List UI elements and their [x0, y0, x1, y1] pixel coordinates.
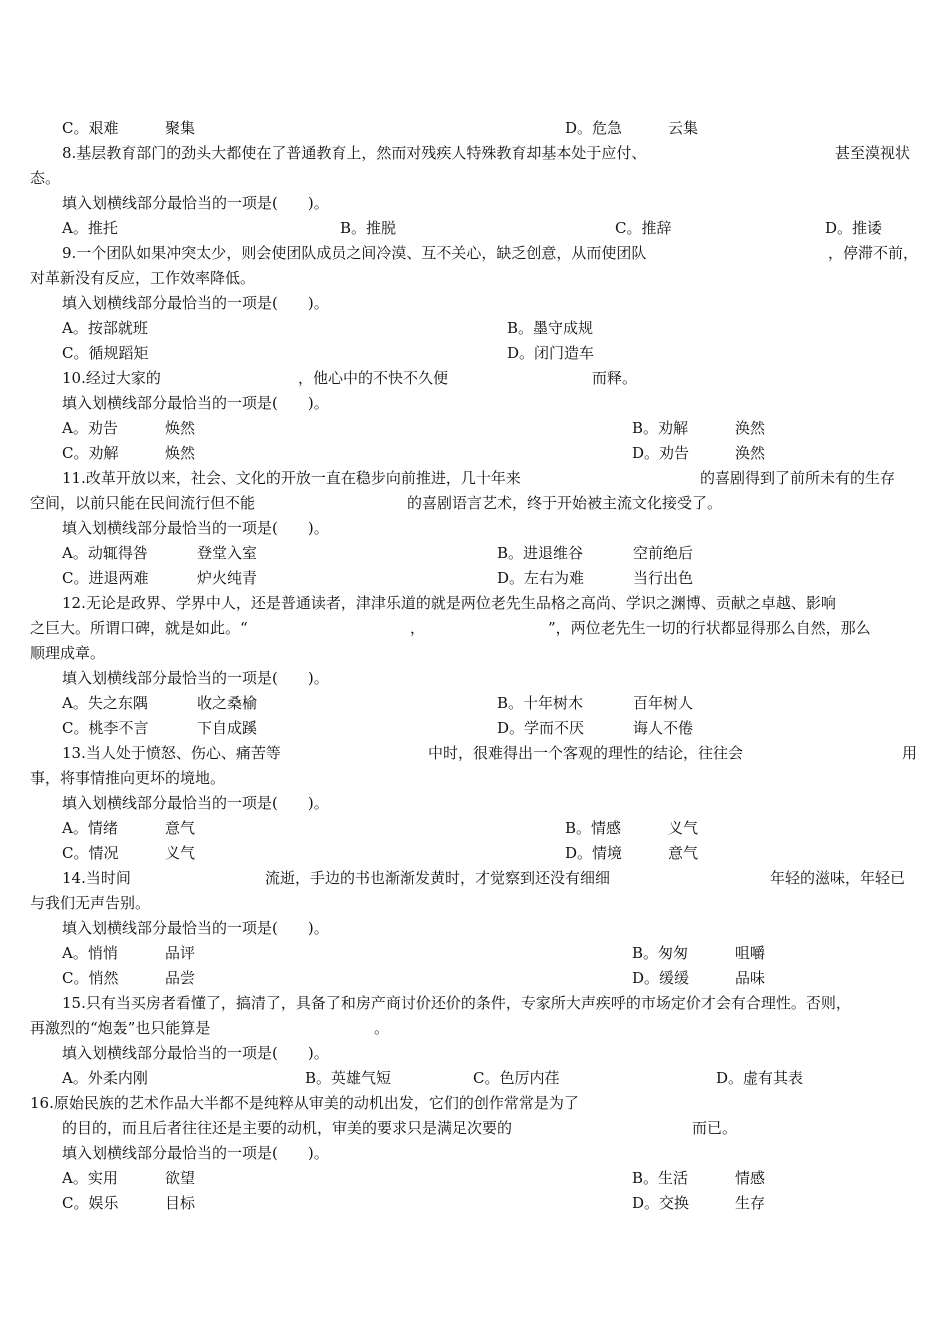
q12-stem-part1: 之巨大。所谓口碑，就是如此。“	[30, 619, 248, 637]
q8-stem-line1	[0, 143, 950, 163]
q16-option-row-ab	[0, 1168, 950, 1188]
q13-stem-line2: 事，将事情推向更坏的境地。	[30, 769, 226, 787]
q10-stem-line1	[0, 368, 950, 388]
q13-stem-part1: 13.当人处于愤怒、伤心、痛苦等	[62, 744, 281, 762]
q13-option-c-word2: 义气	[165, 844, 196, 862]
q8-option-c: C。推辞	[615, 219, 672, 237]
q11-stem-part2: 的喜剧得到了前所未有的生存	[700, 469, 896, 487]
q11-option-c-word2: 炉火纯青	[197, 569, 258, 587]
q11-stem-part1: 11.改革开放以来，社会、文化的开放一直在稳步向前推进，几十年来	[62, 469, 521, 487]
q10-option-a: A。劝告	[62, 419, 118, 437]
q7-option-c: C。艰难	[62, 119, 119, 137]
q12-stem-line2	[0, 618, 950, 638]
q16-option-a-word2: 欲望	[165, 1169, 196, 1187]
q8-option-b: B。推脱	[340, 219, 397, 237]
q10-option-c: C。劝解	[62, 444, 119, 462]
q12-stem-part3: ”，两位老先生一切的行状都显得那么自然，那么	[548, 619, 871, 637]
q14-option-c: C。悄然	[62, 969, 119, 987]
q10-option-b-word2: 涣然	[735, 419, 766, 437]
q11-option-d-word2: 当行出色	[633, 569, 694, 587]
q11-option-b: B。进退维谷	[497, 544, 584, 562]
q7-option-row-cd	[0, 118, 950, 138]
q15-option-row	[0, 1068, 950, 1088]
q10-option-row-ab	[0, 418, 950, 438]
q11-stem-part3: 空间，以前只能在民间流行但不能	[30, 494, 256, 512]
q12-option-b-word2: 百年树人	[633, 694, 694, 712]
q8-stem-part2: 甚至漠视状	[835, 144, 911, 162]
q14-stem-part1: 14.当时间	[62, 869, 131, 887]
q15-stem-part1: 再激烈的“炮轰”也只能算是	[30, 1019, 211, 1037]
q15-stem-line2	[0, 1018, 950, 1038]
q15-stem-line1: 15.只有当买房者看懂了，搞清了，具备了和房产商讨价还价的条件，专家所大声疾呼的市场定价才会有合理性。否则，	[62, 994, 851, 1012]
q10-option-d-word2: 涣然	[735, 444, 766, 462]
q14-option-b-word2: 咀嚼	[735, 944, 766, 962]
q12-option-b: B。十年树木	[497, 694, 584, 712]
q9-option-d: D。闭门造车	[507, 344, 595, 362]
q8-prompt: 填入划横线部分最恰当的一项是( )。	[62, 194, 329, 212]
q15-stem-part2: 。	[374, 1019, 390, 1037]
q16-option-c-word2: 目标	[165, 1194, 196, 1212]
q8-option-d: D。推诿	[825, 219, 883, 237]
q13-option-row-ab	[0, 818, 950, 838]
q7-option-d-word2: 云集	[668, 119, 699, 137]
q9-option-b: B。墨守成规	[507, 319, 594, 337]
q16-option-c: C。娱乐	[62, 1194, 119, 1212]
q14-option-a-word2: 品评	[165, 944, 196, 962]
q13-option-b-word2: 义气	[668, 819, 699, 837]
q10-option-a-word2: 焕然	[165, 419, 196, 437]
q14-option-c-word2: 品尝	[165, 969, 196, 987]
q9-stem-part2: ，停滞不前，	[828, 244, 919, 262]
q13-prompt: 填入划横线部分最恰当的一项是( )。	[62, 794, 329, 812]
q12-option-row-ab	[0, 693, 950, 713]
q8-option-row	[0, 218, 950, 238]
q12-option-d: D。学而不厌	[497, 719, 585, 737]
q9-option-row-ab	[0, 318, 950, 338]
q11-option-row-ab	[0, 543, 950, 563]
q15-prompt: 填入划横线部分最恰当的一项是( )。	[62, 1044, 329, 1062]
q13-option-d: D。情境	[565, 844, 623, 862]
q16-stem-line2	[0, 1118, 950, 1138]
q11-prompt: 填入划横线部分最恰当的一项是( )。	[62, 519, 329, 537]
q12-option-d-word2: 诲人不倦	[633, 719, 694, 737]
q10-option-c-word2: 焕然	[165, 444, 196, 462]
q15-option-a: A。外柔内刚	[62, 1069, 148, 1087]
q12-option-a-word2: 收之桑榆	[197, 694, 258, 712]
q10-stem-part1: 10.经过大家的	[62, 369, 161, 387]
q8-option-a: A。推托	[62, 219, 118, 237]
q12-stem-line3: 顺理成章。	[30, 644, 106, 662]
q9-option-c: C。循规蹈矩	[62, 344, 149, 362]
q13-stem-part2: 中时，很难得出一个客观的理性的结论，往往会	[428, 744, 744, 762]
q12-option-a: A。失之东隅	[62, 694, 148, 712]
q13-option-c: C。情况	[62, 844, 119, 862]
q13-stem-line1	[0, 743, 950, 763]
q16-stem-part2: 而已。	[692, 1119, 738, 1137]
q13-option-a-word2: 意气	[165, 819, 196, 837]
q16-option-b-word2: 情感	[735, 1169, 766, 1187]
q11-stem-part4: 的喜剧语言艺术，终于开始被主流文化接受了。	[407, 494, 723, 512]
q16-stem-line1: 16.原始民族的艺术作品大半都不是纯粹从审美的动机出发，它们的创作常常是为了	[30, 1094, 579, 1112]
q15-option-d: D。虚有其表	[716, 1069, 804, 1087]
q9-stem-line2: 对革新没有反应，工作效率降低。	[30, 269, 256, 287]
q10-stem-part3: 而释。	[592, 369, 638, 387]
q9-prompt: 填入划横线部分最恰当的一项是( )。	[62, 294, 329, 312]
q14-option-a: A。悄悄	[62, 944, 118, 962]
q10-prompt: 填入划横线部分最恰当的一项是( )。	[62, 394, 329, 412]
q16-stem-part1: 的目的，而且后者往往还是主要的动机，审美的要求只是满足次要的	[62, 1119, 513, 1137]
q9-option-row-cd	[0, 343, 950, 363]
q16-option-d: D。交换	[632, 1194, 690, 1212]
q15-option-b: B。英雄气短	[305, 1069, 392, 1087]
q16-option-d-word2: 生存	[735, 1194, 766, 1212]
q11-stem-line1	[0, 468, 950, 488]
q14-option-d-word2: 品味	[735, 969, 766, 987]
q10-option-b: B。劝解	[632, 419, 689, 437]
q11-option-b-word2: 空前绝后	[633, 544, 694, 562]
q16-option-row-cd	[0, 1193, 950, 1213]
q14-stem-part2: 流逝，手边的书也渐渐发黄时，才觉察到还没有细细	[265, 869, 611, 887]
q16-prompt: 填入划横线部分最恰当的一项是( )。	[62, 1144, 329, 1162]
q11-stem-line2	[0, 493, 950, 513]
q11-option-a: A。动辄得咎	[62, 544, 148, 562]
q10-option-d: D。劝告	[632, 444, 690, 462]
q11-option-d: D。左右为难	[497, 569, 585, 587]
q8-stem-line2: 态。	[30, 169, 61, 187]
q12-option-row-cd	[0, 718, 950, 738]
q10-stem-part2: ，他心中的不快不久便	[298, 369, 449, 387]
q12-option-c-word2: 下自成蹊	[197, 719, 258, 737]
q14-option-d: D。缓缓	[632, 969, 690, 987]
q9-option-a: A。按部就班	[62, 319, 148, 337]
q10-option-row-cd	[0, 443, 950, 463]
q13-option-b: B。情感	[565, 819, 622, 837]
q14-option-b: B。匆匆	[632, 944, 689, 962]
q9-stem-line1	[0, 243, 950, 263]
q11-option-a-word2: 登堂入室	[197, 544, 258, 562]
q15-option-c: C。色厉内荏	[473, 1069, 560, 1087]
q14-prompt: 填入划横线部分最恰当的一项是( )。	[62, 919, 329, 937]
q14-option-row-ab	[0, 943, 950, 963]
q14-stem-line2: 与我们无声告别。	[30, 894, 151, 912]
q13-option-d-word2: 意气	[668, 844, 699, 862]
q14-option-row-cd	[0, 968, 950, 988]
q13-option-row-cd	[0, 843, 950, 863]
q8-stem-part1: 8.基层教育部门的劲头大都使在了普通教育上，然而对残疾人特殊教育却基本处于应付、	[62, 144, 647, 162]
q12-prompt: 填入划横线部分最恰当的一项是( )。	[62, 669, 329, 687]
q16-option-a: A。实用	[62, 1169, 118, 1187]
q9-stem-part1: 9.一个团队如果冲突太少，则会使团队成员之间冷漠、互不关心，缺乏创意，从而使团队	[62, 244, 647, 262]
q14-stem-part3: 年轻的滋味，年轻已	[770, 869, 906, 887]
q16-option-b: B。生活	[632, 1169, 689, 1187]
q12-option-c: C。桃李不言	[62, 719, 149, 737]
q13-stem-part3: 用	[902, 744, 918, 762]
q11-option-row-cd	[0, 568, 950, 588]
q7-option-c-word2: 聚集	[165, 119, 196, 137]
q13-option-a: A。情绪	[62, 819, 118, 837]
q7-option-d: D。危急	[565, 119, 623, 137]
q11-option-c: C。进退两难	[62, 569, 149, 587]
q14-stem-line1	[0, 868, 950, 888]
q12-stem-line1: 12.无论是政界、学界中人，还是普通读者，津津乐道的就是两位老先生品格之高尚、学识之渊博、贡献之卓越、影响	[62, 594, 836, 612]
q12-stem-part2: ，	[410, 619, 426, 637]
